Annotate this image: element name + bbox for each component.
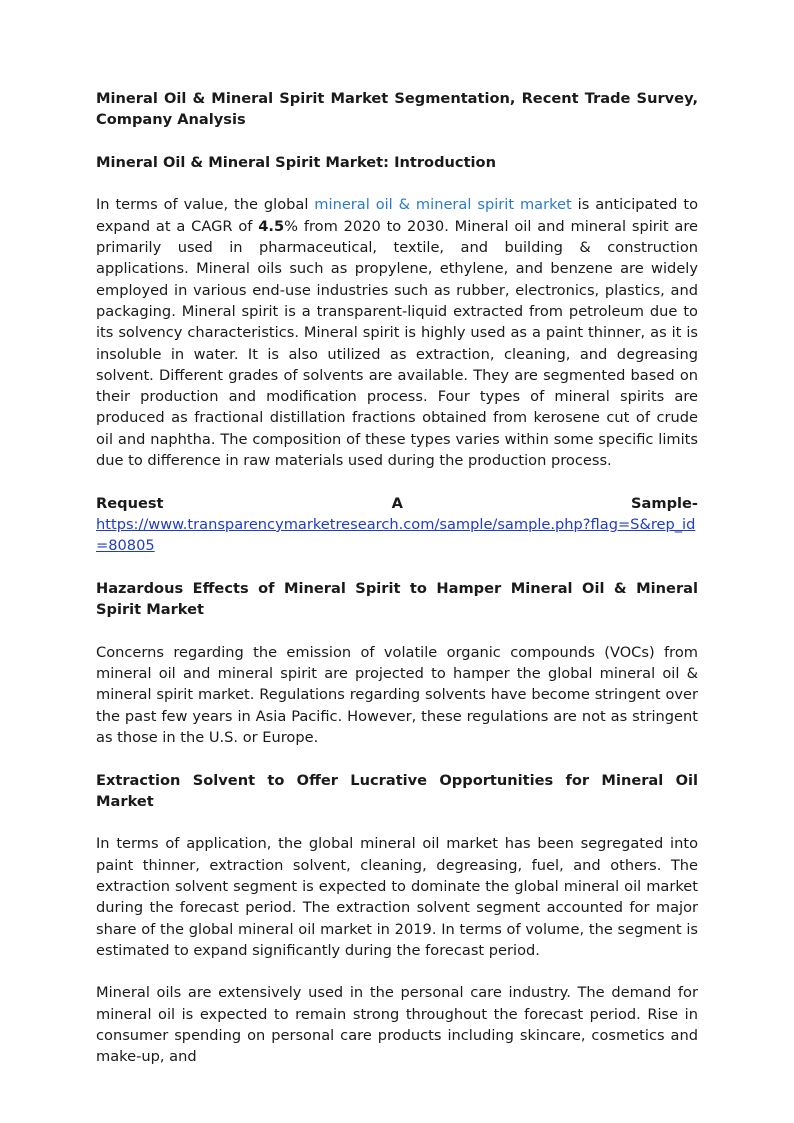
extraction-paragraph-2: Mineral oils are extensively used in the personal care industry. The demand for mineral oil is expected to remain strong throughout the forecast period. Rise in consumer spending on personal care products including skincare, cosmetics and make-up, and (96, 984, 698, 1066)
intro-text-mid: is anticipated to expand at a CAGR of (96, 196, 699, 235)
hazard-paragraph: Concerns regarding the emission of volatile organic compounds (VOCs) from mineral oil and mineral spirit are projected to hamper the global mineral oil & mineral spirit market. Regulations regarding solvents have become stringent over the past few years in Asia Pacific. However, these regulations are not as stringent as those in the U.S. or Europe. (96, 643, 698, 746)
document-page (96, 88, 698, 1089)
intro-text-end: % from 2020 to 2030. Mineral oil and mineral spirit are primarily used in pharmaceutical, textile, and building & construction applications. Mineral oils such as propylene, ethylene, and benzene are widely employed in various end-use industries such as rubber, electronics, plastics, and packaging. Mineral spirit is a transparent-liquid extracted from petroleum due to its solvency characteristics. Mineral spirit is highly used as a paint thinner, as it is insoluble in water. It is also utilized as extraction, cleaning, and degreasing solvent. Different grades of solvents are available. They are segmented based on their production and modification process. Four types of mineral spirits are produced as fractional distillation fractions obtained from kerosene cut of crude oil and naphtha. The composition of these types varies within some specific limits due to difference in raw materials used during the production process. (96, 217, 698, 470)
request-sample-link[interactable]: https://www.transparencymarketresearch.com/sample/sample.php?flag=S&rep_id=80805 (96, 515, 696, 555)
market-link[interactable]: mineral oil & mineral spirit market (314, 196, 572, 214)
request-sample-label (96, 493, 698, 514)
request-sample-word: A (391, 494, 403, 512)
cagr-value: 4.5 (258, 217, 285, 235)
request-sample-word: Request (96, 494, 164, 512)
document-title: Mineral Oil & Mineral Spirit Market Segmentation, Recent Trade Survey, Company Analysis (96, 90, 698, 129)
hazard-heading: Hazardous Effects of Mineral Spirit to Hamper Mineral Oil & Mineral Spirit Market (96, 579, 698, 619)
extraction-heading: Extraction Solvent to Offer Lucrative Opportunities for Mineral Oil Market (96, 771, 698, 810)
intro-paragraph (96, 194, 698, 471)
request-sample-word: Sample- (631, 494, 698, 512)
intro-text-start: In terms of value, the global (96, 196, 315, 214)
extraction-paragraph-1: In terms of application, the global mineral oil market has been segregated into paint thinner, extraction solvent, cleaning, degreasing, fuel, and others. The extraction solvent segment is expected to dominate the global mineral oil market during the forecast period. The extraction solvent segment accounted for major share of the global mineral oil market in 2019. In terms of volume, the segment is estimated to expand significantly during the forecast period. (96, 835, 698, 959)
intro-heading: Mineral Oil & Mineral Spirit Market: Introduction (96, 153, 496, 171)
request-sample-block (96, 493, 698, 557)
